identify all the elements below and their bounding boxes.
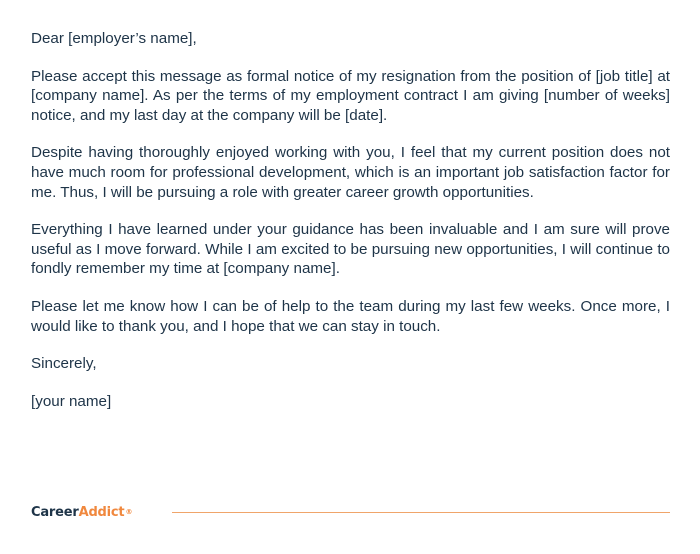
letter-paragraph-transition: Please let me know how I can be of help to the team during my last few weeks. Once more, I would like to thank you, and I hope that we can stay in touch.: [31, 297, 670, 335]
careeraddict-logo: [31, 504, 132, 522]
letter-signature: [your name]: [31, 392, 112, 410]
letter-paragraph-reason: Despite having thoroughly enjoyed working with you, I feel that my current position does not have much room for professional development, which is an important job satisfaction factor for me. Thus, I will be pursuing a role with greater career growth opportunities.: [31, 144, 670, 201]
logo-addict-text: Addict: [78, 505, 125, 520]
letter-closing: Sincerely,: [31, 355, 97, 373]
resignation-letter: [31, 29, 670, 429]
footer-divider: [172, 512, 670, 513]
letter-greeting: Dear [employer’s name],: [31, 30, 197, 47]
logo-career-text: Career: [31, 505, 79, 520]
letter-paragraph-notice: Please accept this message as formal notice of my resignation from the position of [job title] at [company name]. As per the terms of my employment contract I am giving [number of weeks] notice, and my last day at the company will be [date].: [31, 67, 670, 124]
letter-paragraph-gratitude: Everything I have learned under your guidance has been invaluable and I am sure will prove useful as I move forward. While I am excited to be pursuing new opportunities, I will continue to fondly remember my time at [company name].: [31, 221, 670, 278]
footer: [31, 504, 670, 524]
registered-mark: ®: [125, 508, 133, 516]
